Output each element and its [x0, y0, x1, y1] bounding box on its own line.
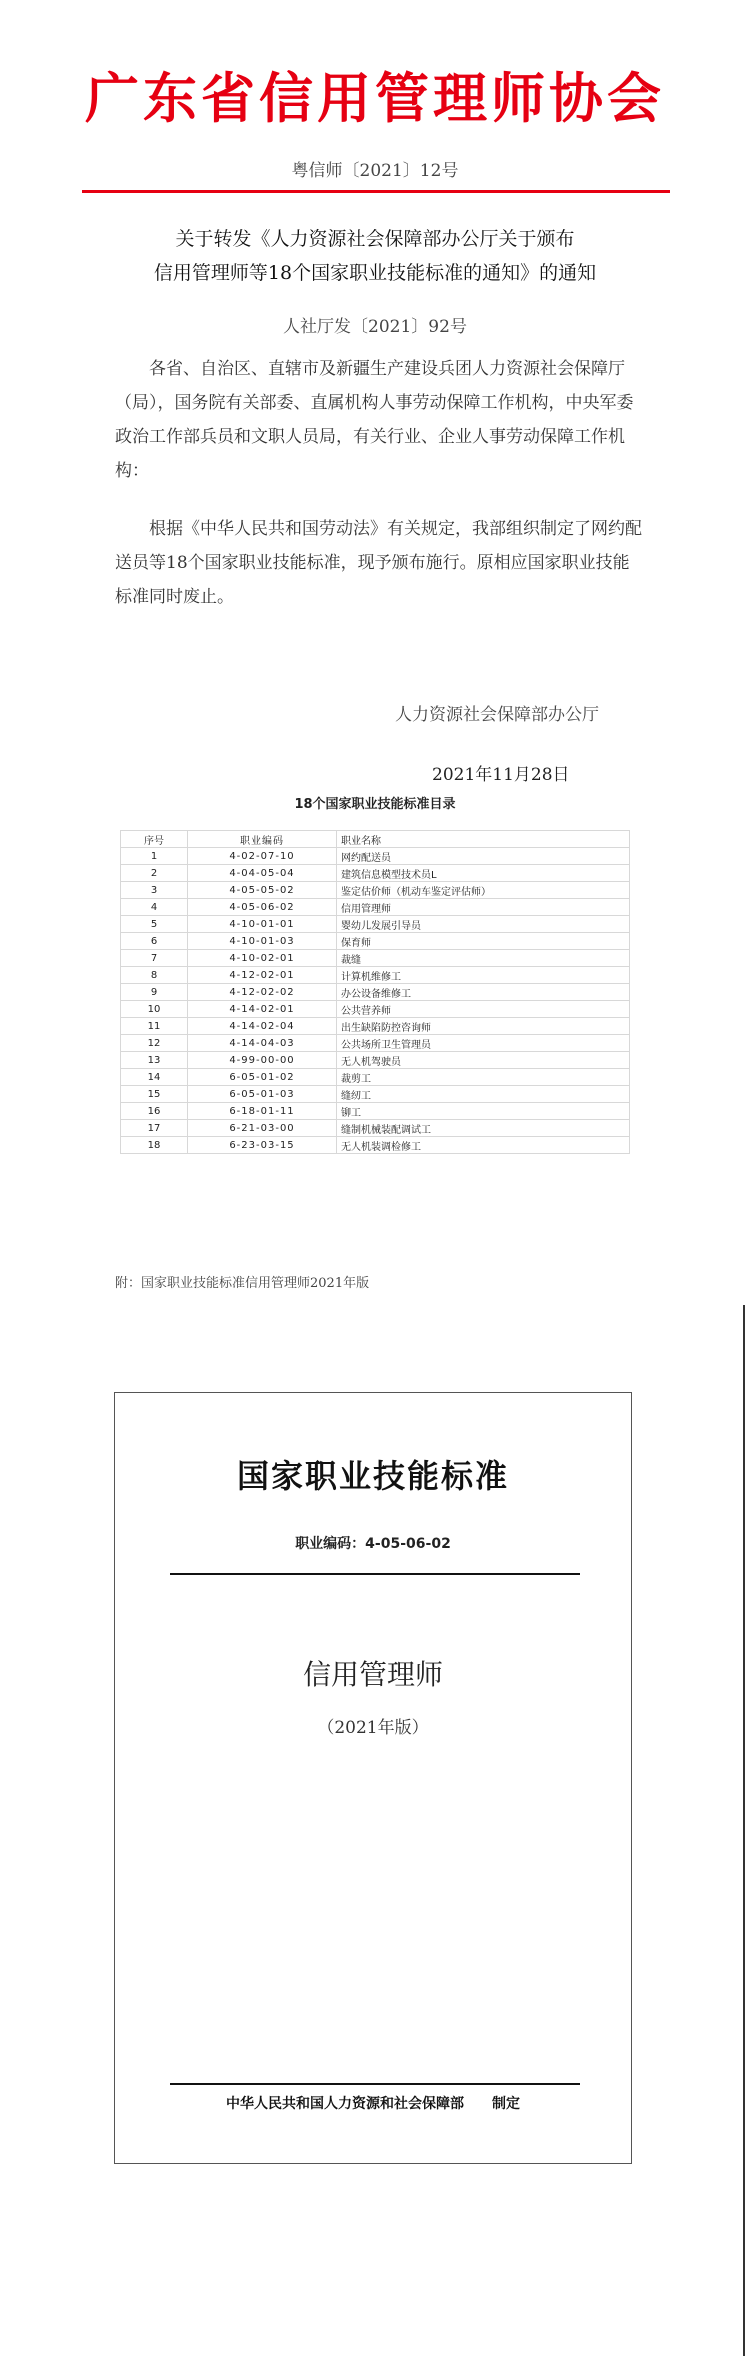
standard-cover — [114, 1392, 632, 2164]
row-index: 12 — [121, 1035, 188, 1052]
row-index: 13 — [121, 1052, 188, 1069]
row-code: 4-04-05-04 — [188, 865, 337, 882]
row-code: 6-18-01-11 — [188, 1103, 337, 1120]
row-index: 18 — [121, 1137, 188, 1154]
row-code: 6-05-01-02 — [188, 1069, 337, 1086]
side-divider — [743, 1305, 745, 2356]
row-occupation: 缝纫工 — [337, 1086, 630, 1103]
row-code: 4-05-06-02 — [188, 899, 337, 916]
table-row — [121, 1018, 630, 1035]
table-row — [121, 1001, 630, 1018]
table-row — [121, 899, 630, 916]
cover-publisher-name: 中华人民共和国人力资源和社会保障部 — [226, 2096, 464, 2112]
table-row — [121, 882, 630, 899]
row-code: 4-14-02-04 — [188, 1018, 337, 1035]
row-code: 4-14-04-03 — [188, 1035, 337, 1052]
red-divider — [82, 190, 670, 193]
catalog-title: 18个国家职业技能标准目录 — [294, 797, 456, 812]
cover-code: 职业编码：4-05-06-02 — [295, 1536, 451, 1552]
issuer: 人力资源社会保障部办公厅 — [395, 705, 599, 725]
row-index: 14 — [121, 1069, 188, 1086]
row-code: 4-02-07-10 — [188, 848, 337, 865]
attachment-note: 附：国家职业技能标准信用管理师2021年版 — [115, 1276, 370, 1291]
notice-title-line1: 关于转发《人力资源社会保障部办公厅关于颁布 — [175, 228, 575, 250]
row-index: 7 — [121, 950, 188, 967]
row-occupation: 计算机维修工 — [337, 967, 630, 984]
row-index: 10 — [121, 1001, 188, 1018]
table-row — [121, 967, 630, 984]
row-occupation: 出生缺陷防控咨询师 — [337, 1018, 630, 1035]
table-row — [121, 950, 630, 967]
row-occupation: 裁剪工 — [337, 1069, 630, 1086]
table-row — [121, 1137, 630, 1154]
row-code: 6-21-03-00 — [188, 1120, 337, 1137]
row-index: 4 — [121, 899, 188, 916]
table-row — [121, 916, 630, 933]
row-index: 6 — [121, 933, 188, 950]
row-code: 4-14-02-01 — [188, 1001, 337, 1018]
table-row — [121, 1086, 630, 1103]
table-row — [121, 1103, 630, 1120]
cover-divider-top — [170, 1573, 580, 1575]
row-code: 4-12-02-01 — [188, 967, 337, 984]
row-occupation: 缝制机械装配调试工 — [337, 1120, 630, 1137]
cover-title: 国家职业技能标准 — [236, 1457, 509, 1495]
cover-edition: （2021年版） — [317, 1718, 429, 1738]
org-name: 广东省信用管理师协会 — [85, 66, 665, 130]
catalog-table — [120, 830, 630, 1154]
row-occupation: 信用管理师 — [337, 899, 630, 916]
row-index: 15 — [121, 1086, 188, 1103]
row-index: 16 — [121, 1103, 188, 1120]
row-occupation: 公共营养师 — [337, 1001, 630, 1018]
cover-publisher — [115, 2093, 631, 2113]
row-code: 4-10-02-01 — [188, 950, 337, 967]
notice-title — [0, 222, 750, 290]
row-index: 11 — [121, 1018, 188, 1035]
row-index: 1 — [121, 848, 188, 865]
row-code: 4-10-01-01 — [188, 916, 337, 933]
table-row — [121, 1120, 630, 1137]
doc-number: 粤信师〔2021〕12号 — [291, 161, 459, 181]
row-occupation: 公共场所卫生管理员 — [337, 1035, 630, 1052]
table-row — [121, 1035, 630, 1052]
row-index: 5 — [121, 916, 188, 933]
row-occupation: 办公设备维修工 — [337, 984, 630, 1001]
ref-number: 人社厅发〔2021〕92号 — [283, 317, 467, 337]
row-occupation: 婴幼儿发展引导员 — [337, 916, 630, 933]
issue-date: 2021年11月28日 — [432, 765, 570, 785]
row-code: 6-23-03-15 — [188, 1137, 337, 1154]
row-code: 4-99-00-00 — [188, 1052, 337, 1069]
catalog-header-row — [121, 831, 630, 848]
row-occupation: 鉴定估价师（机动车鉴定评估师） — [337, 882, 630, 899]
row-code: 4-10-01-03 — [188, 933, 337, 950]
row-occupation: 保育师 — [337, 933, 630, 950]
row-index: 9 — [121, 984, 188, 1001]
row-code: 6-05-01-03 — [188, 1086, 337, 1103]
header-code: 职业编码 — [188, 831, 337, 848]
cover-occupation: 信用管理师 — [302, 1658, 443, 1691]
catalog-body — [121, 848, 630, 1154]
table-row — [121, 1069, 630, 1086]
table-row — [121, 984, 630, 1001]
table-row — [121, 865, 630, 882]
table-row — [121, 848, 630, 865]
row-index: 3 — [121, 882, 188, 899]
row-occupation: 建筑信息模型技术员L — [337, 865, 630, 882]
header-index: 序号 — [121, 831, 188, 848]
row-index: 8 — [121, 967, 188, 984]
row-code: 4-05-05-02 — [188, 882, 337, 899]
row-occupation: 铆工 — [337, 1103, 630, 1120]
row-occupation: 无人机装调检修工 — [337, 1137, 630, 1154]
header-occupation: 职业名称 — [337, 831, 630, 848]
table-row — [121, 933, 630, 950]
row-index: 2 — [121, 865, 188, 882]
cover-divider-bottom — [170, 2083, 580, 2085]
notice-paragraph-1: 各省、自治区、直辖市及新疆生产建设兵团人力资源社会保障厅（局），国务院有关部委、直属机构人事劳动保障工作机构，中央军委政治工作部兵员和文职人员局，有关行业、企业人事劳动保障工作机构： — [115, 359, 634, 481]
table-row — [121, 1052, 630, 1069]
notice-title-line2: 信用管理师等18个国家职业技能标准的通知》的通知 — [153, 262, 597, 284]
row-code: 4-12-02-02 — [188, 984, 337, 1001]
row-occupation: 网约配送员 — [337, 848, 630, 865]
row-occupation: 无人机驾驶员 — [337, 1052, 630, 1069]
row-occupation: 裁缝 — [337, 950, 630, 967]
cover-publisher-suffix: 制定 — [492, 2096, 520, 2112]
notice-paragraph-2: 根据《中华人民共和国劳动法》有关规定，我部组织制定了网约配送员等18个国家职业技能标准，现予颁布施行。原相应国家职业技能标准同时废止。 — [115, 519, 642, 607]
row-index: 17 — [121, 1120, 188, 1137]
